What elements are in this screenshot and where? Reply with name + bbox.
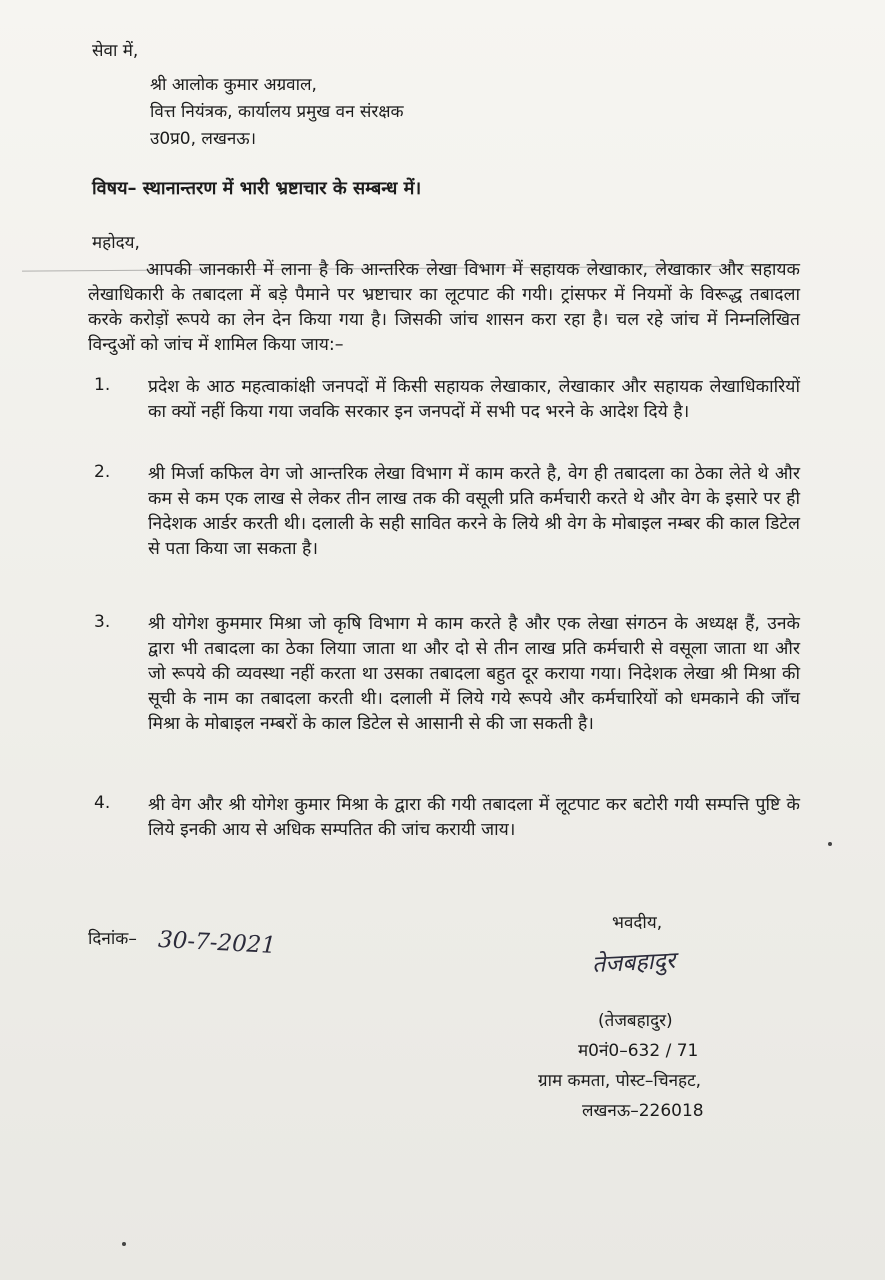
closing: भवदीय,	[612, 913, 663, 933]
point-text: श्री मिर्जा कफिल वेग जो आन्तरिक लेखा विभाग में काम करते है, वेग ही तबादला का ठेका लेते थे और कम से कम एक लाख से लेकर तीन लाख तक की वसूली प्रति कर्मचारी करते थे और वेग के इसारे पर ही निदेशक आर्डर करती थी। दलाली के सही सावित करने के लिये श्री वेग के मोबाइल नम्बर की काल डिटेल से पता किया जा सकता है।	[148, 464, 800, 559]
handwritten-date: 30-7-2021	[157, 926, 277, 960]
recipient-designation: वित्त नियंत्रक, कार्यालय प्रमुख वन संरक्षक	[150, 102, 404, 122]
salutation-to: सेवा में,	[92, 41, 139, 61]
point-number: 4.	[94, 793, 111, 813]
sender-name: (तेजबहादुर)	[598, 1011, 673, 1031]
point-text: श्री वेग और श्री योगेश कुमार मिश्रा के द्वारा की गयी तबादला में लूटपाट कर बटोरी गयी सम्पत्ति पुष्टि के लिये इनकी आय से अधिक सम्पतित की जांच करायी जाय।	[148, 795, 800, 840]
subject-line: विषय– स्थानान्तरण में भारी भ्रष्टाचार के सम्बन्ध में।	[92, 178, 422, 199]
ink-speck	[122, 1242, 126, 1246]
recipient-name: श्री आलोक कुमार अग्रवाल,	[150, 75, 317, 95]
date-label: दिनांक–	[88, 929, 137, 949]
sender-address: ग्राम कमता, पोस्ट–चिनहट,	[538, 1071, 702, 1091]
recipient-location: उ0प्र0, लखनऊ।	[150, 129, 257, 149]
point-number: 1.	[94, 375, 111, 395]
point-number: 3.	[94, 612, 111, 632]
handwritten-signature: तेजबहादुर	[591, 947, 676, 979]
point-text: श्री योगेश कुममार मिश्रा जो कृषि विभाग मे काम करते है और एक लेखा संगठन के अध्यक्ष हैं, उनके द्वारा भी तबादला का ठेका लियाा जाता था और दो से तीन लाख प्रति कर्मचारी से वसूला जाता था और जो रूपये की व्यवस्था नहीं करता था उसका तबादला बहुत दूर कराया गया। निदेशक लेखा श्री मिश्रा की सूची के नाम का तबादला करती थी। दलाली में लिये गये रूपये और कर्मचारियों को धमकाने की जाँच मिश्रा के मोबाइल नम्बरों के काल डिटेल से आसानी से की जा सकती है।	[148, 614, 800, 734]
point-text: प्रदेश के आठ महत्वाकांक्षी जनपदों में किसी सहायक लेखाकार, लेखाकार और सहायक लेखाधिकारियों का क्यों नहीं किया गया जवकि सरकार इन जनपदों में सभी पद भरने के आदेश दिये है।	[148, 377, 800, 422]
greeting: महोदय,	[92, 233, 140, 253]
ink-speck	[828, 842, 832, 846]
intro-paragraph: आपकी जानकारी में लाना है कि आन्तरिक लेखा विभाग में सहायक लेखाकार, लेखाकार और सहायक लेखाधिकारी के तबादला में बड़े पैमाने पर भ्रष्टाचार का लूटपाट की गयी। ट्रांसफर में नियमों के विरूद्ध तबादला करके करोड़ों रूपये का लेन देन किया गया है। जिसकी जांच शासन करा रहा है। चल रहे जांच में निम्नलिखित विन्दुओं को जांच में शामिल किया जाय:–	[88, 260, 800, 355]
sender-phone: म0नं0–632 / 71	[578, 1041, 699, 1061]
point-number: 2.	[94, 462, 111, 482]
sender-city: लखनऊ–226018	[582, 1101, 704, 1121]
